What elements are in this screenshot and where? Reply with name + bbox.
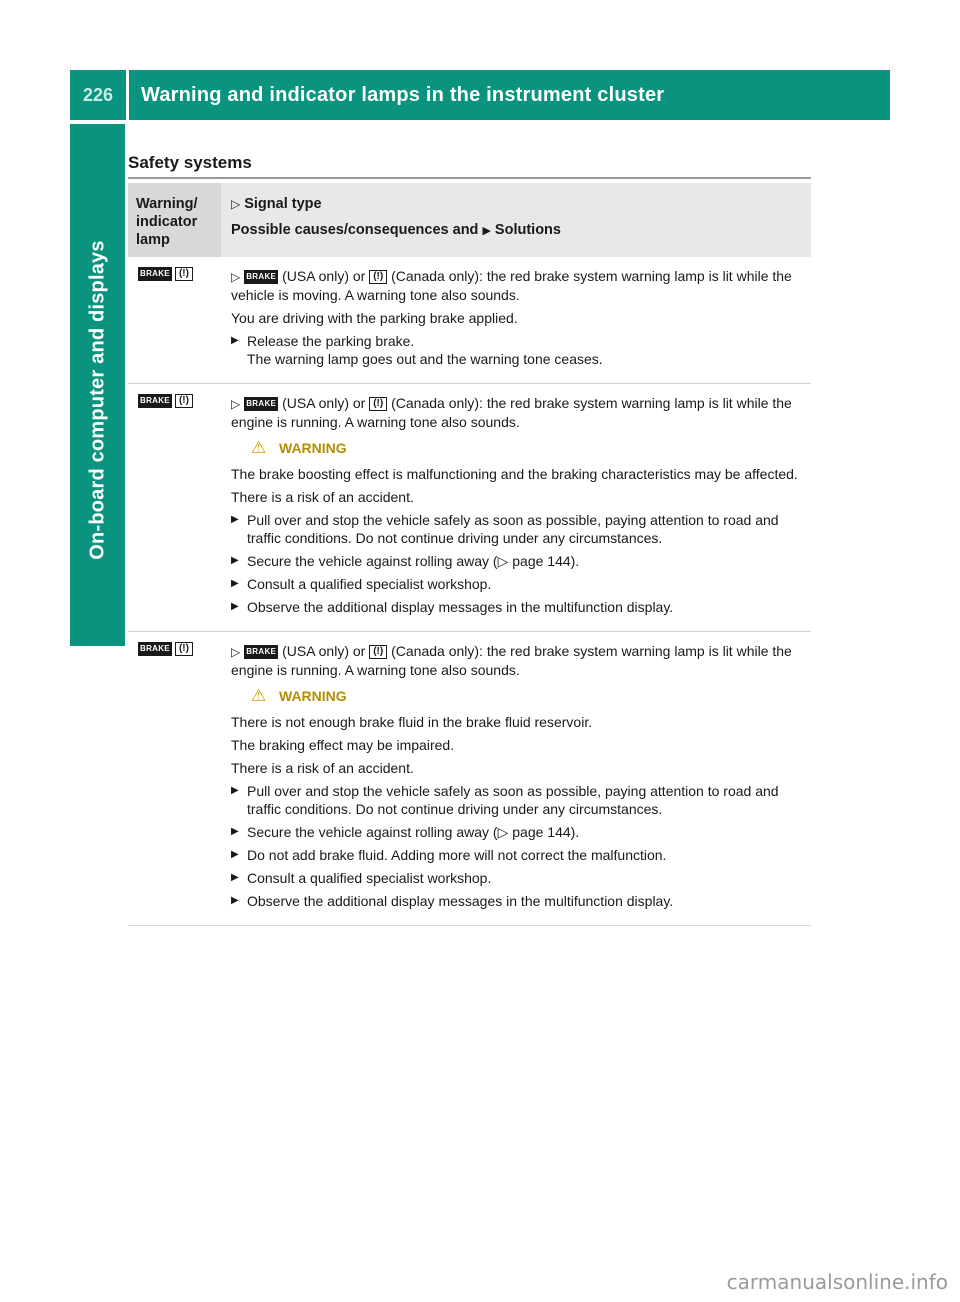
solution-text: Observe the additional display messages in the multifunction display. (247, 893, 674, 909)
arrow-icon: ▶ (231, 514, 239, 525)
signal-text: (USA only) or (282, 268, 366, 284)
section-title: Safety systems (128, 153, 252, 172)
warning-label: WARNING (279, 688, 347, 704)
arrow-icon: ▶ (231, 826, 239, 837)
solution-text: Release the parking brake. (247, 333, 415, 349)
solution-text: Consult a qualified specialist workshop. (247, 870, 492, 886)
arrow-icon: ▶ (231, 578, 239, 589)
brake-warning-icon: BRAKE (138, 642, 172, 656)
column-header-solutions: Solutions (494, 222, 561, 238)
signal-text: (Canada only): the red brake system warning lamp is lit while the engine is running. A warning tone also sounds. (231, 643, 792, 678)
arrow-icon: ▶ (231, 335, 239, 346)
brake-warning-icon: BRAKE (244, 270, 278, 284)
lamp-cell (128, 632, 221, 926)
brake-warning-icon: BRAKE (244, 397, 278, 411)
section-divider (128, 177, 811, 179)
page-number: 226 (82, 84, 114, 105)
solution-result: The warning lamp goes out and the warning tone ceases. (247, 351, 603, 367)
signal-triangle-icon: ▷ (231, 397, 241, 411)
description-cell (221, 257, 811, 384)
cause-text: The brake boosting effect is malfunctioning and the braking characteristics may be affected. (231, 466, 798, 482)
page-reference-link[interactable]: page 144). (512, 553, 580, 569)
brake-circle-icon: (!) (175, 394, 193, 408)
solution-arrow-icon: ▶ (482, 225, 491, 237)
warning-notice (251, 439, 803, 457)
signal-text: (Canada only): the red brake system warning lamp is lit while the vehicle is moving. A warning tone also sounds. (231, 268, 792, 303)
arrow-icon: ▶ (231, 849, 239, 860)
watermark: carmanualsonline.info (726, 1270, 948, 1294)
warning-triangle-icon: ⚠ (251, 686, 267, 705)
lamp-cell (128, 384, 221, 632)
page-title: Warning and indicator lamps in the instrument cluster (141, 83, 665, 106)
brake-circle-icon: (!) (369, 645, 387, 659)
consequence-text: The braking effect may be impaired. (231, 737, 455, 753)
solution-text: Pull over and stop the vehicle safely as soon as possible, paying attention to road and traffic conditions. Do not continue driving under any circumstances. (247, 512, 779, 546)
cause-text: There is not enough brake fluid in the brake fluid reservoir. (231, 714, 593, 730)
table-row (128, 632, 811, 926)
solution-text: Secure the vehicle against rolling away ( (247, 553, 498, 569)
table-row (128, 257, 811, 384)
column-header-lamp: Warning/ indicator lamp (128, 183, 221, 257)
page-ref-icon: ▷ (497, 824, 509, 840)
warning-triangle-icon: ⚠ (251, 438, 267, 457)
lamp-cell (128, 257, 221, 384)
column-header-description (221, 183, 811, 257)
brake-warning-icon: BRAKE (244, 645, 278, 659)
column-header-signal-type: Signal type (244, 196, 322, 212)
brake-warning-icon: BRAKE (138, 267, 172, 281)
signal-text: (USA only) or (282, 643, 366, 659)
arrow-icon: ▶ (231, 785, 239, 796)
signal-triangle-icon: ▷ (231, 645, 241, 659)
arrow-icon: ▶ (231, 555, 239, 566)
brake-circle-icon: (!) (175, 642, 193, 656)
signal-text: (Canada only): the red brake system warning lamp is lit while the engine is running. A warning tone also sounds. (231, 395, 792, 430)
solution-text: Secure the vehicle against rolling away ( (247, 824, 498, 840)
column-header-causes: Possible causes/consequences and (231, 222, 479, 238)
risk-text: There is a risk of an accident. (231, 489, 414, 505)
brake-circle-icon: (!) (369, 270, 387, 284)
table-row (128, 384, 811, 632)
arrow-icon: ▶ (231, 895, 239, 906)
page-header (70, 70, 890, 120)
solution-text: Do not add brake fluid. Adding more will not correct the malfunction. (247, 847, 667, 863)
brake-circle-icon: (!) (175, 267, 193, 281)
brake-warning-icon: BRAKE (138, 394, 172, 408)
arrow-icon: ▶ (231, 601, 239, 612)
page-reference-link[interactable]: page 144). (512, 824, 580, 840)
warning-lamps-table (128, 183, 811, 926)
arrow-icon: ▶ (231, 872, 239, 883)
description-cell (221, 384, 811, 632)
cause-text: You are driving with the parking brake applied. (231, 310, 518, 326)
brake-circle-icon: (!) (369, 397, 387, 411)
solution-text: Consult a qualified specialist workshop. (247, 576, 492, 592)
signal-triangle-icon: ▷ (231, 270, 241, 284)
header-divider (126, 70, 129, 120)
signal-triangle-icon: ▷ (231, 197, 241, 211)
warning-label: WARNING (279, 440, 347, 456)
page-ref-icon: ▷ (497, 553, 509, 569)
warning-notice (251, 687, 803, 705)
side-tab-label: On-board computer and displays (86, 240, 109, 560)
description-cell (221, 632, 811, 926)
solution-text: Pull over and stop the vehicle safely as soon as possible, paying attention to road and traffic conditions. Do not continue driving under any circumstances. (247, 783, 779, 817)
risk-text: There is a risk of an accident. (231, 760, 414, 776)
signal-text: (USA only) or (282, 395, 366, 411)
solution-text: Observe the additional display messages in the multifunction display. (247, 599, 674, 615)
